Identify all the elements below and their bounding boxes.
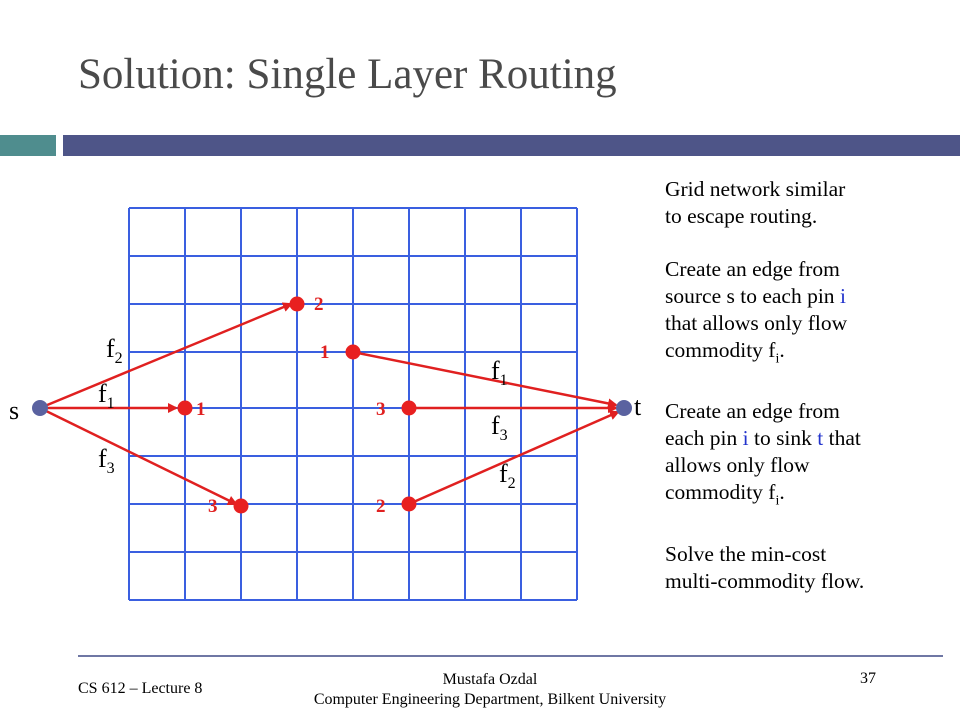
pin-node-1-mid — [178, 401, 193, 416]
pin-node-1-top — [346, 345, 361, 360]
description-paragraph-sink-edges: Create an edge from each pin i to sink t that allows only flow commodity $f_i$. — [665, 399, 861, 509]
pin-node-3-bottom — [234, 499, 249, 514]
footer-course: CS 612 – Lecture 8 — [78, 680, 203, 697]
pin-node-3-mid — [402, 401, 417, 416]
flow-label-f3-right: $f_3$ — [491, 411, 508, 444]
flow-label-f2-upper: $f_2$ — [106, 334, 123, 367]
source-node — [32, 400, 48, 416]
description-paragraph-source-edges: Create an edge from source s to each pin i that allows only flow commodity $f_i$. — [665, 257, 848, 367]
footer-author-block — [280, 670, 700, 710]
footer-department: Computer Engineering Department, Bilkent University — [313, 691, 667, 708]
description-paragraph-solve: Solve the min-cost multi-commodity flow. — [665, 541, 865, 593]
sink-label: t — [634, 392, 642, 421]
pin-label-1-mid: 1 — [196, 399, 206, 420]
footer-author: Mustafa Ozdal — [442, 671, 538, 688]
pin-label-3-bottom: 3 — [208, 496, 218, 517]
pin-node-2-bottom — [402, 497, 417, 512]
flow-label-f1-right: $f_1$ — [491, 356, 508, 389]
pin-label-2-top: 2 — [314, 294, 324, 315]
pin-label-2-bottom: 2 — [376, 496, 386, 517]
page-number: 37 — [860, 670, 876, 687]
pin-label-3-mid: 3 — [376, 399, 386, 420]
edge-s-to-pin2-top — [40, 304, 291, 408]
flow-label-f2-right: $f_2$ — [499, 459, 516, 492]
footer-divider — [78, 655, 943, 657]
pin-node-2-top — [290, 297, 305, 312]
pin-label-1-top: 1 — [320, 342, 330, 363]
flow-label-f1-left: $f_1$ — [98, 379, 115, 412]
slide-title: Solution: Single Layer Routing — [78, 51, 617, 98]
description-text — [665, 176, 955, 621]
sink-node — [616, 400, 632, 416]
description-paragraph-grid: Grid network similar to escape routing. — [665, 177, 846, 228]
source-label: s — [9, 396, 20, 425]
flow-label-f3-left: $f_3$ — [98, 444, 115, 477]
